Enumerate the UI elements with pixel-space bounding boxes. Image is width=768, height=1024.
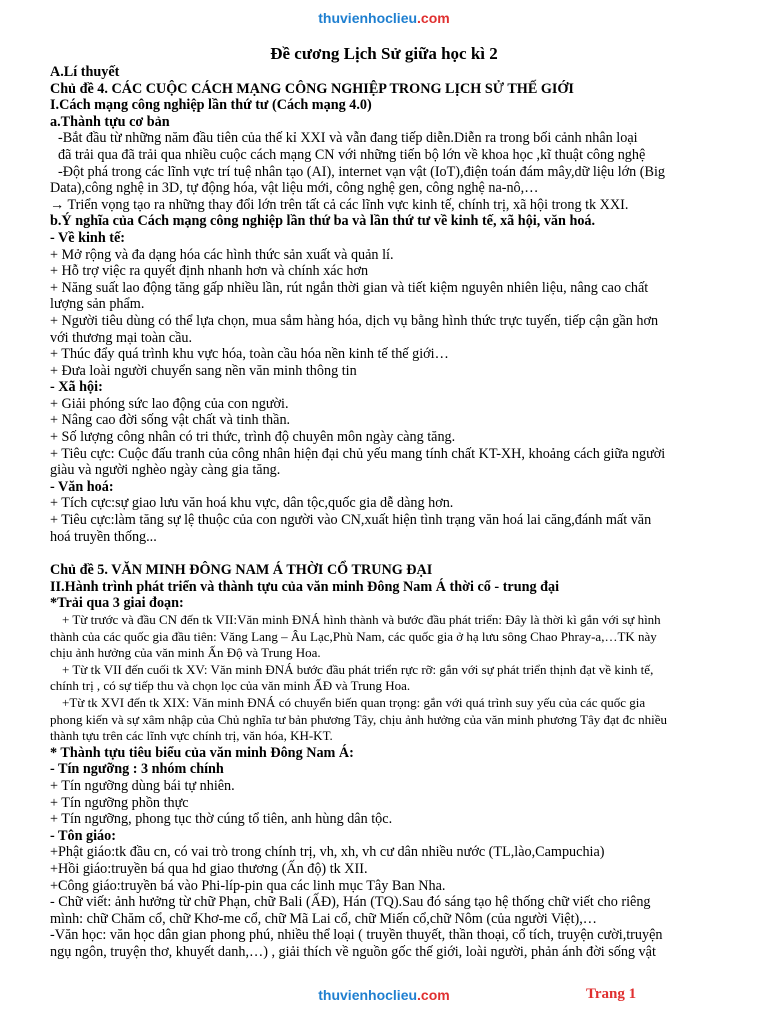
header-site-tld: .com: [417, 10, 450, 26]
paragraph-line: chịu ảnh hưởng của văn minh Ấn Độ và Trung Hoa.: [50, 645, 321, 661]
paragraph-line: +Từ tk XVI đến tk XIX: Văn minh ĐNÁ có chuyển biến quan trọng: gắn với quá trình suy yếu của các quốc gia: [62, 694, 646, 710]
subsection-heading: I.Cách mạng công nghiệp lần thứ tư (Cách mạng 4.0): [50, 97, 372, 114]
list-item: +Phật giáo:tk đầu cn, có vai trò trong chính trị, vh, xh, vh cư dân nhiều nước (TL,lào,Campuchia): [50, 844, 605, 861]
page-number: Trang 1: [586, 986, 637, 1002]
subsection-heading: b.Ý nghĩa của Cách mạng công nghiệp lần thứ ba và lần thứ tư về kinh tế, xã hội, văn hoá.: [50, 213, 596, 230]
list-item: hoá truyền thống...: [50, 528, 157, 545]
list-item: + Người tiêu dùng có thể lựa chọn, mua sắm hàng hóa, dịch vụ bằng hình thức trực tuyến, tiếp cận gần hơn: [50, 312, 659, 329]
paragraph-line: -Văn học: văn học dân gian phong phú, nhiều thể loại ( truyền thuyết, thần thoại, cổ tích, truyện cười,truyện: [50, 927, 663, 944]
list-heading: * Thành tựu tiêu biểu của văn minh Đông Nam Á:: [50, 744, 354, 761]
paragraph-line: thành tựu trên các lĩnh vực chính trị, văn hóa, KH-KT.: [50, 728, 333, 744]
list-item: + Mở rộng và đa dạng hóa các hình thức sản xuất và quản lí.: [50, 246, 394, 263]
list-item: + Tín ngưỡng, phong tục thờ cúng tổ tiên, anh hùng dân tộc.: [50, 811, 393, 828]
paragraph-line: chính trị , có sự tiếp thu và chọn lọc của văn minh ẤĐ và Trung Hoa.: [50, 678, 411, 694]
paragraph-line: -Đột phá trong các lĩnh vực trí tuệ nhân tạo (AI), internet vạn vật (IoT),điện toán đám mây,dữ liệu lớn (Big: [58, 163, 666, 180]
list-heading: *Trải qua 3 giai đoạn:: [50, 595, 184, 612]
subsection-heading: II.Hành trình phát triển và thành tựu của văn minh Đông Nam Á thời cổ - trung đại: [50, 578, 560, 595]
paragraph-line: mình: chữ Chăm cổ, chữ Khơ-me cổ, chữ Mã Lai cổ, chữ Miến cổ,chữ Nôm (của người Việt),…: [50, 910, 597, 927]
paragraph-line: + Từ tk VII đến cuối tk XV: Văn minh ĐNÁ bước đầu phát triển rực rỡ: gắn với sự phát triển thịnh đạt về kinh tế,: [62, 661, 654, 677]
header-site-name: thuvienhoclieu: [318, 10, 418, 26]
list-heading: - Tôn giáo:: [50, 827, 116, 844]
paragraph-line: ngụ ngôn, truyện thơ, khuyết danh,…) , giải thích về nguồn gốc thế giới, loài người, phản ánh đời sống vật: [50, 943, 656, 960]
section-heading: A.Lí thuyết: [50, 64, 120, 80]
list-item: + Đưa loài người chuyển sang nền văn minh thông tin: [50, 362, 357, 379]
list-item: lượng sản phẩm.: [50, 296, 145, 313]
footer-site-name: thuvienhoclieu: [318, 987, 418, 1003]
footer-site: [0, 987, 768, 1003]
list-item: + Thúc đẩy quá trình khu vực hóa, toàn cầu hóa nền kinh tế thế giới…: [50, 346, 449, 363]
list-heading: - Xã hội:: [50, 379, 103, 396]
footer-site-tld: .com: [417, 987, 450, 1003]
list-item: + Tiêu cực:làm tăng sự lệ thuộc của con người vào CN,xuất hiện tình trạng văn hoá lai căng,đánh mất văn: [50, 512, 652, 529]
paragraph-line: - Chữ viết: ảnh hưởng từ chữ Phạn, chữ Bali (ẤĐ), Hán (TQ).Sau đó sáng tạo hệ thống chữ viết cho riêng: [50, 894, 651, 911]
header-site: [0, 10, 768, 26]
paragraph-line: → Triển vọng tạo ra những thay đổi lớn trên tất cả các lĩnh vực kinh tế, chính trị, xã hội trong tk XXI.: [50, 196, 629, 213]
list-item: +Công giáo:truyền bá vào Phi-líp-pin qua các linh mục Tây Ban Nha.: [50, 877, 446, 894]
list-item: + Giải phóng sức lao động của con người.: [50, 395, 289, 412]
list-item: + Hỗ trợ việc ra quyết định nhanh hơn và chính xác hơn: [50, 263, 369, 280]
topic-heading: Chủ đề 5. VĂN MINH ĐÔNG NAM Á THỜI CỔ TRUNG ĐẠI: [50, 562, 433, 579]
document-title: Đề cương Lịch Sử giữa học kì 2: [270, 44, 498, 63]
spacer: [50, 545, 730, 562]
list-item: + Nâng cao đời sống vật chất và tinh thần.: [50, 412, 291, 429]
list-item: + Năng suất lao động tăng gấp nhiều lần, rút ngắn thời gian và tiết kiệm nguyên nhiên liệu, nâng cao chất: [50, 279, 649, 296]
subsection-heading: a.Thành tựu cơ bản: [50, 113, 170, 130]
list-item: + Tiêu cực: Cuộc đấu tranh của công nhân hiện đại chủ yếu mang tính chất KT-XH, khoảng cách giữa người: [50, 445, 666, 462]
paragraph-line: + Từ trước và đầu CN đến tk VII:Văn minh ĐNÁ hình thành và bước đầu phát triển: Đây là thời kì gắn với sự hình: [62, 612, 661, 627]
list-item: giàu và người nghèo ngày càng gia tăng.: [50, 462, 281, 479]
list-item: với thương mại toàn cầu.: [50, 329, 193, 346]
paragraph-line: phong kiến và sự xâm nhập của Chủ nghĩa tư bản phương Tây, chịu ảnh hưởng của văn minh phương Tây đạt đc nhiều: [50, 711, 668, 727]
paragraph-line: thành của các quốc gia đầu tiên: Văng Lang – Âu Lạc,Phù Nam, các quốc gia ở hạ lưu sông Chao Phray-a,…TK này: [50, 628, 657, 644]
list-item: + Tín ngưỡng dùng bái tự nhiên.: [50, 777, 235, 794]
list-heading: - Tín ngưỡng : 3 nhóm chính: [50, 761, 224, 778]
list-heading: - Về kinh tế:: [50, 229, 126, 246]
list-heading: - Văn hoá:: [50, 478, 114, 495]
list-item: +Hồi giáo:truyền bá qua hd giao thương (Ấn độ) tk XII.: [50, 860, 368, 877]
list-item: + Tích cực:sự giao lưu văn hoá khu vực, dân tộc,quốc gia dễ dàng hơn.: [50, 495, 454, 512]
document-body: [50, 64, 730, 960]
paragraph-line: đã trải qua đã trải qua nhiều cuộc cách mạng CN với những tiến bộ lớn về khoa học ,kĩ thuật công nghệ: [58, 146, 646, 163]
list-item: + Tín ngưỡng phồn thực: [50, 794, 189, 811]
list-item: + Số lượng công nhân có tri thức, trình độ chuyên môn ngày càng tăng.: [50, 429, 456, 446]
paragraph-line: Data),công nghệ in 3D, tự động hóa, vật liệu mới, công nghệ gen, công nghệ na-nô,…: [50, 180, 539, 197]
topic-heading: Chủ đề 4. CÁC CUỘC CÁCH MẠNG CÔNG NGHIỆP TRONG LỊCH SỬ THẾ GIỚI: [50, 80, 574, 97]
paragraph-line: -Bắt đầu từ những năm đầu tiên của thế kỉ XXI và vẫn đang tiếp diễn.Diễn ra trong bối cảnh nhân loại: [58, 130, 638, 147]
